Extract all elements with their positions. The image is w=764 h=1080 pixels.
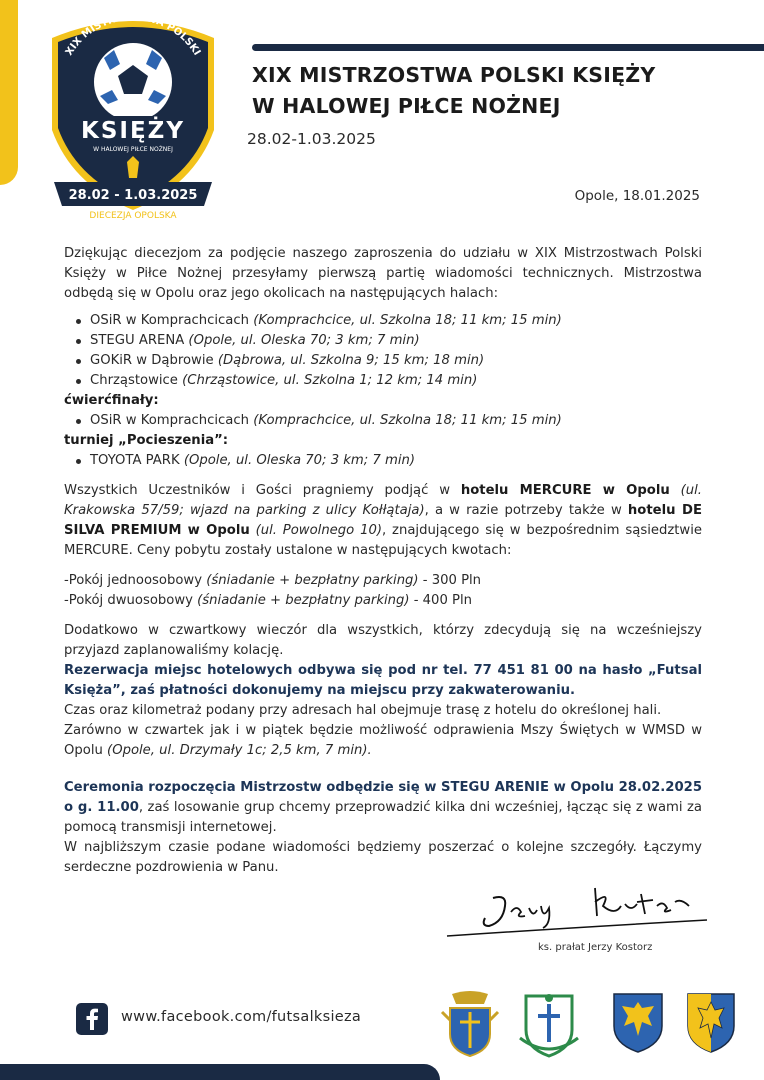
halls-list: [64, 311, 702, 391]
ceremony-paragraph: Ceremonia rozpoczęcia Mistrzostw odbędzie się w STEGU ARENIE w Opolu 28.02.2025 o g. 11.00, zaś losowanie grup chcemy przeprowadzić kilka dni wcześniej, łącząc się z wami za pomocą transmisji internetowej.: [64, 780, 703, 835]
logo-ribbon-dates: 28.02 - 1.03.2025: [68, 188, 198, 203]
logo-arc-text: XIX MISTRZOSTWA POLSKI: [63, 11, 203, 58]
footer-rule: [0, 1064, 440, 1080]
price-list: [64, 571, 702, 611]
opole-city-crest-icon: [686, 992, 736, 1054]
title-line-1: XIX MISTRZOSTWA POLSKI KSIĘŻY: [252, 63, 656, 87]
opole-voivodeship-eagle-icon: [612, 992, 664, 1054]
handwritten-signature: [445, 876, 710, 938]
event-dates: 28.02-1.03.2025: [247, 130, 376, 148]
place-and-date: Opole, 18.01.2025: [574, 188, 700, 204]
logo-sub-text: W HALOWEJ PIŁCE NOŻNEJ: [93, 146, 173, 153]
archdiocese-crest-icon: [438, 990, 502, 1060]
hotel-paragraph: Wszystkich Uczestników i Gości pragniemy podjąć w hotelu MERCURE w Opolu (ul. Krakowska 57/59; wjazd na parking z ulicy Kołłątaja), a w razie potrzeby także w hotelu DE SILVA PREMIUM w Opolu (ul. Powolnego 10), znajdującego się w bezpośrednim sąsiedztwie MERCURE. Ceny pobytu zostały ustalone w następujących kwotach:: [64, 483, 703, 558]
list-item: -Pokój dwuosobowy (śniadanie + bezpłatny parking) - 400 Pln: [64, 593, 472, 608]
list-item: STEGU ARENA (Opole, ul. Oleska 70; 3 km; 7 min): [64, 331, 702, 351]
reservation-paragraph: Rezerwacja miejsc hotelowych odbywa się pod nr tel. 77 451 81 00 na hasło „Futsal Księża”, zaś płatności dokonujemy na miejscu przy zakwaterowaniu.: [64, 663, 702, 698]
list-item: -Pokój jednoosobowy (śniadanie + bezpłatny parking) - 300 Pln: [64, 573, 482, 588]
list-item: Chrząstowice (Chrząstowice, ul. Szkolna 1; 12 km; 14 min): [64, 371, 702, 391]
intro-paragraph: Dziękując diecezjom za podjęcie naszego zaproszenia do udziału w XIX Mistrzostwach Polski Księży w Piłce Nożnej przesyłamy pierwszą partię wiadomości technicznych. Mistrzostwa odbędą się w Opolu oraz jego okolicach na następujących halach:: [64, 246, 702, 301]
facebook-icon[interactable]: [76, 1003, 108, 1035]
header-rule: [252, 44, 764, 51]
closing-paragraph: W najbliższym czasie podane wiadomości będziemy poszerzać o kolejne szczegóły. Łączymy serdeczne pozdrowienia w Panu.: [64, 840, 702, 875]
list-item: OSiR w Komprachcicach (Komprachcice, ul. Szkolna 18; 11 km; 15 min): [64, 411, 702, 431]
title-line-2: W HALOWEJ PIŁCE NOŻNEJ: [252, 94, 561, 118]
yellow-corner-accent: [0, 0, 18, 185]
mileage-paragraph: Czas oraz kilometraż podany przy adresach hal obejmuje trasę z hotelu do określonej hali.: [64, 703, 662, 718]
quarterfinals-list: [64, 411, 702, 431]
list-item: GOKiR w Dąbrowie (Dąbrowa, ul. Szkolna 9; 15 km; 18 min): [64, 351, 702, 371]
school-emblem-icon: [516, 990, 582, 1060]
mass-paragraph: Zarówno w czwartek jak i w piątek będzie możliwość odprawienia Mszy Świętych w WMSD w Opolu (Opole, ul. Drzymały 1c; 2,5 km, 7 min).: [64, 723, 702, 758]
list-item: TOYOTA PARK (Opole, ul. Oleska 70; 3 km; 7 min): [64, 451, 702, 471]
logo-main-word: KSIĘŻY: [81, 118, 185, 144]
letter-body: [64, 244, 702, 878]
signature-name: ks. prałat Jerzy Kostorz: [538, 942, 653, 953]
list-item: OSiR w Komprachcicach (Komprachcice, ul. Szkolna 18; 11 km; 15 min): [64, 311, 702, 331]
championship-logo: [44, 10, 222, 225]
consolation-heading: turniej „Pocieszenia”:: [64, 433, 229, 448]
consolation-list: [64, 451, 702, 471]
page-title: [252, 60, 742, 122]
football-icon: [93, 42, 173, 122]
quarterfinals-heading: ćwierćfinały:: [64, 393, 159, 408]
dinner-paragraph: Dodatkowo w czwartkowy wieczór dla wszystkich, którzy zdecydują się na wcześniejszy przyjazd zaplanowaliśmy kolację.: [64, 623, 702, 658]
logo-diocese: DIECEZJA OPOLSKA: [89, 211, 177, 221]
facebook-link[interactable]: www.facebook.com/futsalksieza: [121, 1009, 362, 1025]
